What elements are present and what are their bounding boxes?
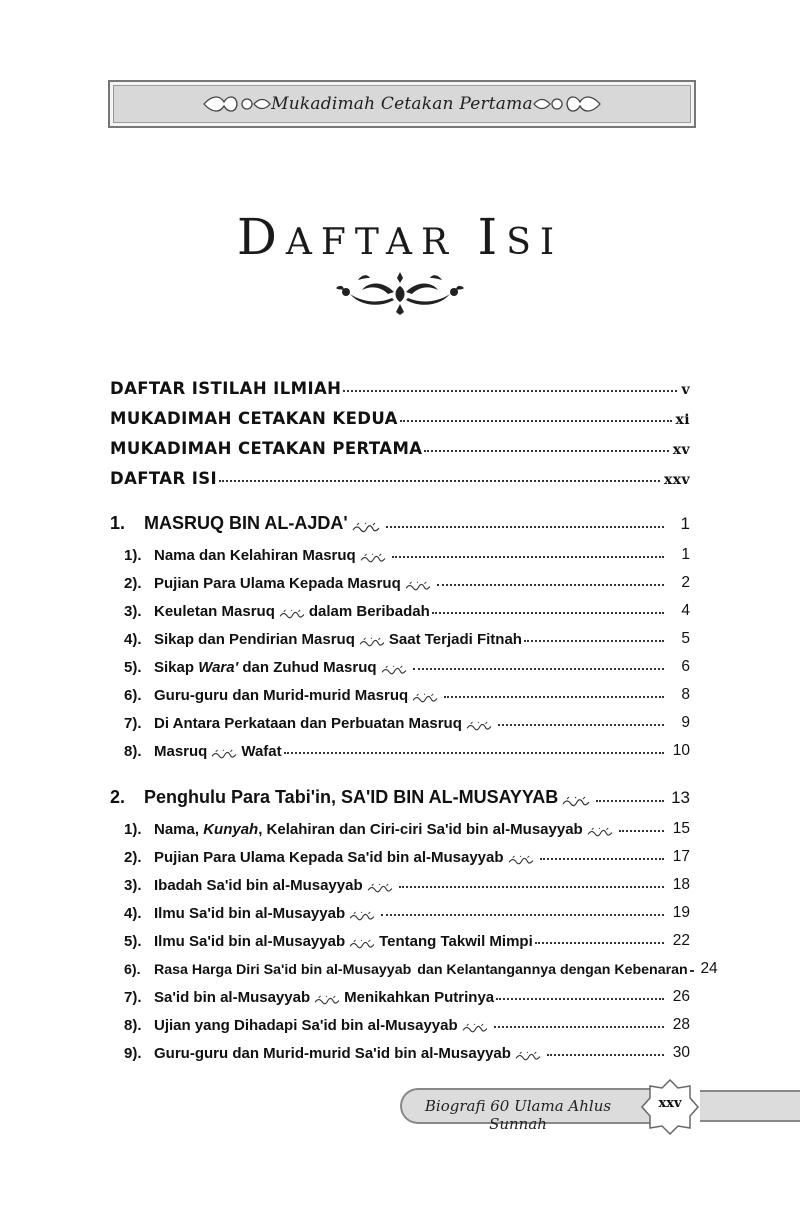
rahimahullah-icon [411, 693, 439, 704]
rahimahullah-icon [358, 637, 386, 648]
toc-item[interactable]: 1). Nama, Kunyah , Kelahiran dan Ciri-ciri Sa'id bin al-Musayyab 15 [124, 820, 690, 838]
rahimahullah-icon [366, 883, 394, 894]
toc-item[interactable]: 9). Guru-guru dan Murid-murid Sa'id bin al-Musayyab 30 [124, 1044, 690, 1062]
header-ornament-right-icon [532, 91, 602, 117]
toc-item[interactable]: 7). Sa'id bin al-Musayyab Menikahkan Putrinya 26 [124, 988, 690, 1006]
toc-item[interactable]: 6). Guru-guru dan Murid-murid Masruq 8 [124, 686, 690, 704]
toc-item[interactable]: 4). Ilmu Sa'id bin al-Musayyab 19 [124, 904, 690, 922]
rahimahullah-icon [514, 1051, 542, 1062]
toc-item[interactable]: 3). Ibadah Sa'id bin al-Musayyab 18 [124, 876, 690, 894]
rahimahullah-icon [404, 581, 432, 592]
toc-item[interactable]: 4). Sikap dan Pendirian Masruq Saat Terjadi Fitnah 5 [124, 630, 690, 648]
rahimahullah-icon [507, 855, 535, 866]
toc-item[interactable]: 2). Pujian Para Ulama Kepada Sa'id bin al-Musayyab 17 [124, 848, 690, 866]
header-title: Mukadimah Cetakan Pertama [271, 94, 533, 114]
rahimahullah-icon [313, 995, 341, 1006]
rahimahullah-icon [461, 1023, 489, 1034]
rahimahullah-icon [210, 749, 238, 760]
toc-item[interactable]: 6). Rasa Harga Diri Sa'id bin al-Musayyab dan Kelantangannya dengan Kebenaran 24 [124, 960, 718, 978]
toc-item[interactable]: 5). Ilmu Sa'id bin al-Musayyab Tentang Takwil Mimpi 22 [124, 932, 690, 950]
page-number: xxv [658, 1096, 682, 1111]
page-title: DAFTAR ISI [236, 208, 564, 266]
toc-item[interactable]: 3). Keuletan Masruq dalam Beribadah 4 [124, 602, 690, 620]
rahimahullah-icon [278, 609, 306, 620]
toc-chapter[interactable]: 1. MASRUQ BIN AL-AJDA' 1 [110, 513, 690, 533]
rahimahullah-icon [348, 911, 376, 922]
toc-item[interactable]: 8). Masruq Wafat 10 [124, 742, 690, 760]
title-ornament-icon [332, 270, 468, 316]
toc-entry[interactable]: MUKADIMAH CETAKAN KEDUA xi [110, 409, 690, 428]
rahimahullah-icon [359, 553, 387, 564]
toc-item[interactable]: 1). Nama dan Kelahiran Masruq 1 [124, 546, 690, 564]
toc-item[interactable]: 8). Ujian yang Dihadapi Sa'id bin al-Musayyab 28 [124, 1016, 690, 1034]
rahimahullah-icon [561, 796, 591, 808]
running-footer [400, 1088, 650, 1133]
rahimahullah-icon [351, 522, 381, 534]
toc-item[interactable]: 2). Pujian Para Ulama Kepada Masruq 2 [124, 574, 690, 592]
footer-book-title: Biografi 60 Ulama Ahlus Sunnah [424, 1097, 612, 1133]
toc-chapter[interactable]: 2. Penghulu Para Tabi'in, SA'ID BIN AL-MUSAYYAB 13 [110, 787, 690, 807]
rahimahullah-icon [380, 665, 408, 676]
running-header [108, 80, 696, 128]
toc-entry[interactable]: MUKADIMAH CETAKAN PERTAMA xv [110, 439, 690, 458]
footer-strip [700, 1090, 800, 1122]
toc-item[interactable]: 7). Di Antara Perkataan dan Perbuatan Masruq 9 [124, 714, 690, 732]
rahimahullah-icon [465, 721, 493, 732]
toc-entry[interactable]: DAFTAR ISI xxv [110, 469, 690, 488]
toc-item[interactable]: 5). Sikap Wara' dan Zuhud Masruq 6 [124, 658, 690, 676]
rahimahullah-icon [348, 939, 376, 950]
rahimahullah-icon [586, 827, 614, 838]
toc-entry[interactable]: DAFTAR ISTILAH ILMIAH v [110, 379, 690, 398]
